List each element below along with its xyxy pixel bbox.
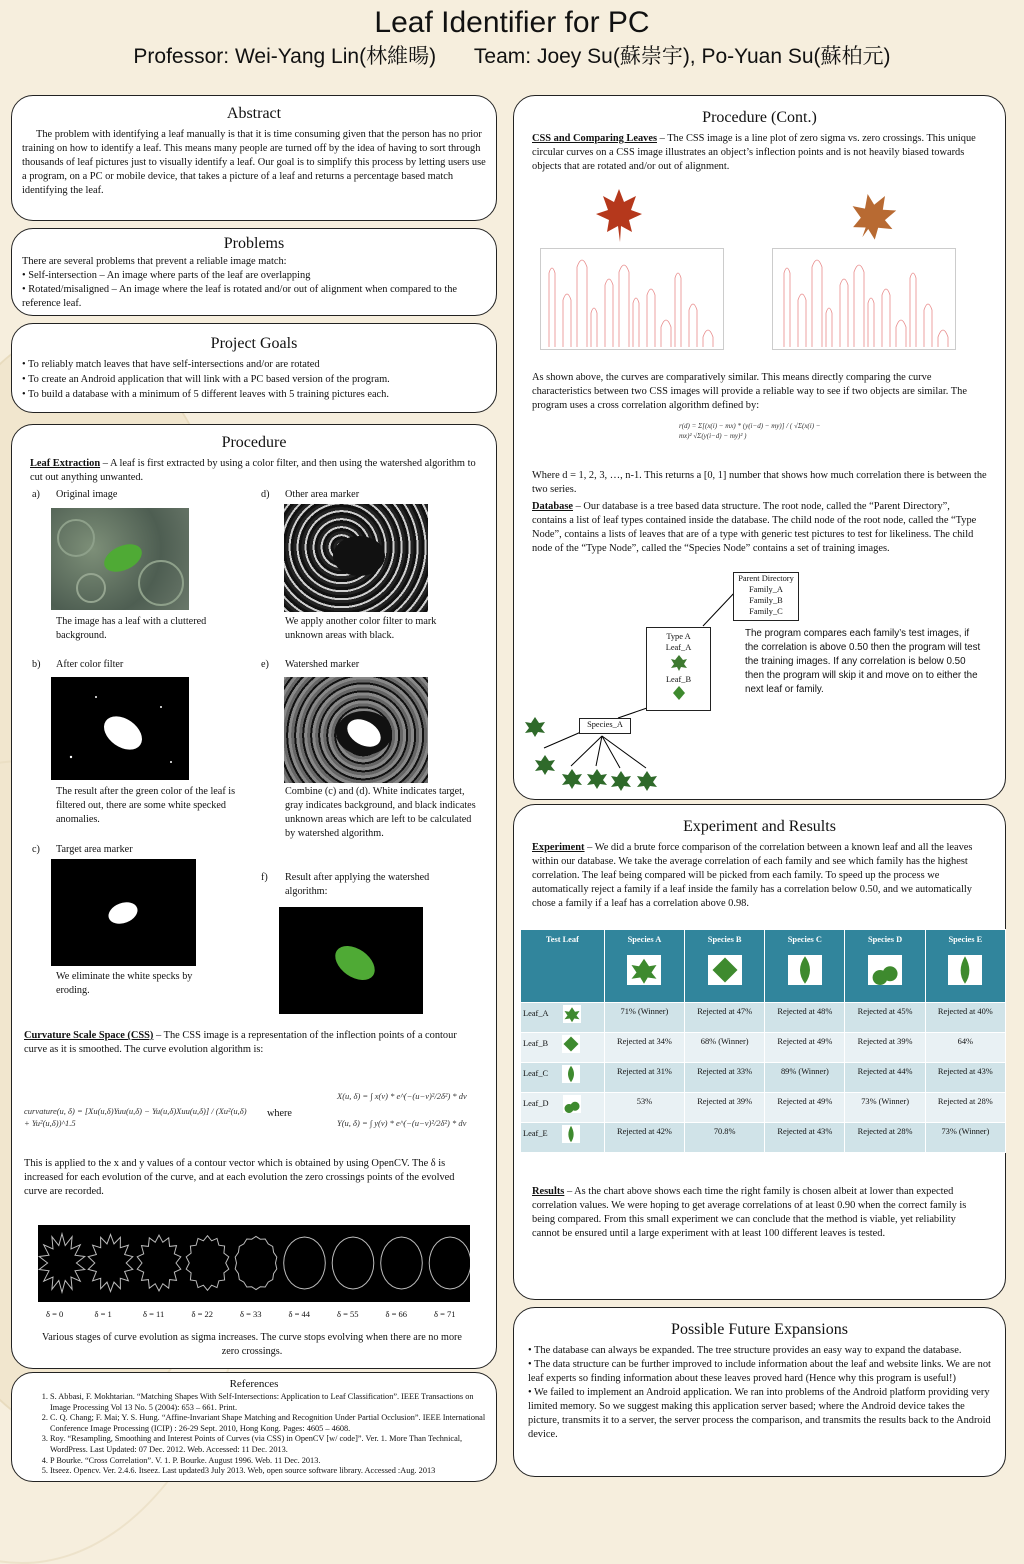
species-leaf-icon bbox=[586, 768, 608, 790]
evolved-contour bbox=[429, 1237, 470, 1289]
curvature-formula: curvature(u, δ) = [Xu(u,δ)Yuu(u,δ) − Yu(u,δ)Xuu(u,δ)] / (Xu²(u,δ) + Yu²(u,δ))^1.5 bbox=[24, 1106, 247, 1128]
result-cell: Rejected at 43% bbox=[765, 1123, 845, 1153]
test-leaf-icon bbox=[562, 1035, 580, 1053]
table-row bbox=[521, 1063, 1006, 1093]
sigma-label: δ = 0 bbox=[46, 1309, 64, 1319]
result-cell: Rejected at 39% bbox=[685, 1093, 765, 1123]
shown-above-text: As shown above, the curves are comparatively similar. This means directly comparing the curve characteristics between two CSS images will provide a reliable way to see if two objects are similar. The program uses a cross correlation algorithm defined by: bbox=[532, 372, 967, 411]
step-caption: We eliminate the white specks by eroding. bbox=[56, 971, 193, 996]
original-leaf-image bbox=[51, 508, 189, 610]
goals-section bbox=[11, 323, 497, 413]
column-header-species bbox=[604, 930, 684, 1003]
test-leaf-cell bbox=[521, 1003, 605, 1033]
test-leaf-icon bbox=[563, 1095, 581, 1113]
column-header-species bbox=[685, 930, 765, 1003]
results-text: Results – As the chart above shows each time the right family is chosen albeit at lower than expected correlation values. We were hoping to get average correlations of at least 0.90 when the correct family is being compared. From this small experiment we can conclude that the method is viable, yet reliability cannot be ensured until a large experiment with at least 100 different leaves is tested. bbox=[532, 1186, 967, 1239]
sigma-label: δ = 71 bbox=[434, 1309, 456, 1319]
test-leaf-cell bbox=[521, 1123, 605, 1153]
table-row bbox=[521, 1033, 1006, 1063]
result-cell: Rejected at 34% bbox=[604, 1033, 684, 1063]
color-filter-image bbox=[51, 677, 189, 780]
future-heading: Possible Future Expansions bbox=[671, 1321, 848, 1338]
result-cell: Rejected at 45% bbox=[845, 1003, 925, 1033]
experiment-heading: Experiment and Results bbox=[683, 818, 836, 835]
test-leaf-cell bbox=[521, 1063, 605, 1093]
sigma-label: δ = 11 bbox=[143, 1309, 165, 1319]
step-title: Target area marker bbox=[56, 844, 133, 855]
other-area-marker-image bbox=[284, 504, 428, 612]
sigma-label: δ = 66 bbox=[385, 1309, 408, 1319]
test-leaf-cell bbox=[521, 1093, 605, 1123]
result-cell: 70.8% bbox=[685, 1123, 765, 1153]
species-leaf-icon bbox=[636, 770, 658, 792]
sigma-label: δ = 44 bbox=[288, 1309, 311, 1319]
problems-heading: Problems bbox=[223, 235, 285, 252]
column-header-test-leaf bbox=[521, 930, 605, 1003]
experiment-section bbox=[513, 804, 1006, 1300]
table-row bbox=[521, 1093, 1006, 1123]
result-cell: Rejected at 33% bbox=[685, 1063, 765, 1093]
sigma-label: δ = 55 bbox=[337, 1309, 359, 1319]
reference-item: 4. P Bourke. “Cross Correlation”. V. 1. P. Bourke. August 1996. Web. 11 Dec. 2013. bbox=[50, 1456, 486, 1467]
x-formula: X(u, δ) = ∫ x(v) * e^(−(u−v)²/2δ²) * dv bbox=[337, 1091, 467, 1101]
column-header-species bbox=[845, 930, 925, 1003]
step-caption: We apply another color filter to mark unknown areas with black. bbox=[285, 616, 437, 641]
result-cell: 73% (Winner) bbox=[925, 1123, 1005, 1153]
step-letter: e) bbox=[261, 659, 269, 670]
where-text: where bbox=[267, 1108, 292, 1119]
tree-species-node: Species_A bbox=[579, 718, 631, 734]
poster-header bbox=[0, 4, 1024, 70]
professor-name: Professor: Wei-Yang Lin(林維暘) bbox=[133, 45, 437, 68]
species-leaf-icon bbox=[708, 955, 742, 985]
result-cell: 68% (Winner) bbox=[685, 1033, 765, 1063]
step-title: Other area marker bbox=[285, 489, 360, 500]
test-leaf-cell bbox=[521, 1033, 605, 1063]
result-cell: Rejected at 31% bbox=[604, 1063, 684, 1093]
css-comparing-label: CSS and Comparing Leaves bbox=[532, 133, 657, 144]
references-list bbox=[22, 1392, 486, 1477]
test-leaf-icon bbox=[562, 1125, 580, 1143]
column-header-species bbox=[765, 930, 845, 1003]
test-leaf-label: Leaf_E bbox=[523, 1128, 548, 1138]
future-item: • The data structure can be further improved to include information about the leaf and website links. We are not leaf experts so finding information about these leaves proved hard (Hence why this program is useful!) bbox=[528, 1359, 991, 1384]
abstract-section bbox=[11, 95, 497, 221]
reference-item: 2. C. Q. Chang; F. Mai; Y. S. Hung. “Affine-Invariant Shape Matching and Recognition Under Partial Occlusion”. IEEE International Conference Image Processing (ICIP) : 26-29 Sept. 2010, Hong Kong. Pages: 4605 – 4608. bbox=[50, 1413, 486, 1434]
reference-item: 1. S. Abbasi, F. Mokhtarian. “Matching Shapes With Self-Intersections: Application to Leaf Classification”. IEEE Transactions on Image Processing Vol 13 No. 5 (2004): 653 – 661. Print. bbox=[50, 1392, 486, 1413]
css-applied-text: This is applied to the x and y values of a contour vector which is obtained by using OpenCV. The δ is increased for each evolution of the curve, and at each evolution the zero crossings points of the evolved curve are recorded. bbox=[24, 1158, 455, 1197]
result-cell: Rejected at 39% bbox=[845, 1033, 925, 1063]
references-heading: References bbox=[229, 1378, 279, 1390]
test-leaf-icon bbox=[563, 1005, 581, 1023]
results-label: Results bbox=[532, 1186, 565, 1197]
future-item: • We failed to implement an Android application. We ran into problems of the Android platform providing very limited memory. So we suggest making this application server based; where the Android device takes the picture, transmits it to a server, the server process the comparison, and transmits the results back to the Android device. bbox=[528, 1387, 991, 1440]
step-caption: The image has a leaf with a cluttered background. bbox=[56, 616, 207, 641]
species-leaf-icon bbox=[610, 770, 632, 792]
species-sample-image bbox=[868, 955, 902, 985]
results-header-row bbox=[521, 930, 1006, 1003]
column-header-species bbox=[925, 930, 1005, 1003]
procedure-cont-section bbox=[513, 95, 1006, 800]
step-letter: f) bbox=[261, 872, 268, 883]
result-cell: Rejected at 48% bbox=[765, 1003, 845, 1033]
species-sample-image bbox=[948, 955, 982, 985]
abstract-text: The problem with identifying a leaf manually is that it is time consuming given that the person has no prior training on how to identify a leaf. This means many people are turned off by the idea of having to sort through thousands of leaf pictures just to visually identify a leaf. Our goal is to simplify this process by letting users use a program, on a PC or mobile device, that takes a picture of a leaf and returns a percentage based match identifying the leaf. bbox=[22, 129, 486, 196]
poster-title: Leaf Identifier for PC bbox=[374, 6, 650, 39]
test-leaf-label: Leaf_C bbox=[523, 1068, 549, 1078]
css-description: Curvature Scale Space (CSS) – The CSS image is a representation of the inflection points of a contour curve as it is smoothed. The curve evolution algorithm is: bbox=[24, 1030, 457, 1055]
result-cell: Rejected at 43% bbox=[925, 1063, 1005, 1093]
species-leaf-icon bbox=[561, 768, 583, 790]
step-title: Result after applying the watershed algorithm: bbox=[285, 872, 430, 897]
species-leaf-icon bbox=[788, 955, 822, 985]
sigma-label: δ = 22 bbox=[191, 1309, 214, 1319]
poster-authors bbox=[0, 44, 1024, 70]
evolved-contour bbox=[284, 1237, 326, 1289]
species-sample-image bbox=[788, 955, 822, 985]
step-title: Original image bbox=[56, 489, 118, 500]
sigma-label: δ = 1 bbox=[94, 1309, 112, 1319]
column-header-label: Species A bbox=[627, 935, 662, 944]
watershed-result-image bbox=[279, 907, 423, 1014]
where-d-text: Where d = 1, 2, 3, …, n-1. This returns a [0, 1] number that shows how much correlation there is between the two series. bbox=[532, 470, 987, 495]
css-label: Curvature Scale Space (CSS) bbox=[24, 1030, 154, 1041]
step-letter: d) bbox=[261, 489, 270, 500]
species-leaf-icon bbox=[868, 955, 902, 985]
procedure-heading: Procedure bbox=[221, 434, 287, 451]
database-text: Database – Our database is a tree based data structure. The root node, called the “Parent Directory”, contains a list of leaf types contained inside the database. The child node of the root node, called the “Type Node”, contains a lists of leaves that are of a type with generic test pictures to test for likeliness. The child node of the “Type Node”, called the “Species Node” contains a set of training images. bbox=[532, 501, 977, 554]
result-cell: 64% bbox=[925, 1033, 1005, 1063]
procedure-section bbox=[11, 424, 497, 1369]
result-cell: Rejected at 44% bbox=[845, 1063, 925, 1093]
reference-item: 5. Itseez. Opencv. Ver. 2.4.6. Itseez. Last updated3 July 2013. Web, open source software library. Accessed :Aug. 2013 bbox=[50, 1466, 486, 1477]
tree-parent-node: Parent Directory Family_A Family_B Family_C bbox=[733, 572, 799, 621]
step-caption: The result after the green color of the leaf is filtered out, there are some white specked anomalies. bbox=[56, 786, 236, 825]
evolution-caption: Various stages of curve evolution as sigma increases. The curve stops evolving when there are no more zero crossings. bbox=[42, 1332, 462, 1357]
result-cell: 89% (Winner) bbox=[765, 1063, 845, 1093]
result-cell: Rejected at 47% bbox=[685, 1003, 765, 1033]
result-cell: Rejected at 49% bbox=[765, 1033, 845, 1063]
goals-item: • To build a database with a minimum of 5 different leaves with 5 training pictures each. bbox=[22, 389, 389, 400]
species-leaf-icon bbox=[627, 955, 661, 985]
evolved-contour bbox=[186, 1236, 229, 1291]
step-letter: a) bbox=[32, 489, 40, 500]
evolved-contour bbox=[381, 1237, 423, 1289]
step-title: Watershed marker bbox=[285, 659, 360, 670]
problems-item: • Self-intersection – An image where parts of the leaf are overlapping bbox=[22, 270, 311, 281]
tree-note: The program compares each family’s test images, if the correlation is above 0.50 then the program will test the training images. If any correlation is below 0.50 then the program will skip it and move on to either the next leaf or family. bbox=[745, 628, 981, 695]
leaf-extraction-text: Leaf Extraction – A leaf is first extracted by using a color filter, and then using the watershed algorithm to cut out anything unwanted. bbox=[30, 458, 476, 483]
problems-intro: There are several problems that prevent a reliable image match: bbox=[22, 256, 287, 267]
database-label: Database bbox=[532, 501, 573, 512]
species-leaf-icon bbox=[524, 716, 546, 738]
column-header-label: Species B bbox=[707, 935, 742, 944]
y-formula: Y(u, δ) = ∫ y(v) * e^(−(u−v)²/2δ²) * dv bbox=[337, 1118, 467, 1128]
result-cell: Rejected at 49% bbox=[765, 1093, 845, 1123]
leaf-a-icon bbox=[669, 653, 689, 671]
species-leaf-icon bbox=[948, 955, 982, 985]
table-row bbox=[521, 1003, 1006, 1033]
result-cell: Rejected at 40% bbox=[925, 1003, 1005, 1033]
result-cell: Rejected at 28% bbox=[925, 1093, 1005, 1123]
column-header-label: Test Leaf bbox=[545, 935, 579, 944]
team-names: Team: Joey Su(蘇崇宇), Po-Yuan Su(蘇柏元) bbox=[473, 45, 891, 68]
evolved-contour bbox=[137, 1235, 181, 1291]
goals-heading: Project Goals bbox=[210, 335, 298, 352]
evolved-contour bbox=[39, 1234, 85, 1292]
species-sample-image bbox=[708, 955, 742, 985]
references-section bbox=[11, 1372, 497, 1482]
future-section bbox=[513, 1307, 1006, 1477]
experiment-label: Experiment bbox=[532, 842, 585, 853]
future-item: • The database can always be expanded. The tree structure provides an easy way to expand the database. bbox=[528, 1345, 962, 1356]
test-leaf-label: Leaf_D bbox=[523, 1098, 549, 1108]
step-caption: Combine (c) and (d). White indicates target, gray indicates background, and black indicates unknown areas which are left to be calculated by watershed algorithm. bbox=[285, 786, 476, 839]
column-header-label: Species D bbox=[867, 935, 903, 944]
result-cell: Rejected at 42% bbox=[604, 1123, 684, 1153]
abstract-heading: Abstract bbox=[226, 105, 282, 122]
column-header-label: Species C bbox=[787, 935, 822, 944]
cross-correlation-formula: r(d) = Σ[(x(i) − mx) * (y(i−d) − my)] / ( √Σ(x(i) − mx)² √Σ(y(i−d) − my)² ) bbox=[679, 422, 821, 440]
table-row bbox=[521, 1123, 1006, 1153]
reference-item: 3. Roy. “Resampling, Smoothing and Interest Points of Curves (via CSS) in OpenCV [w/ code]”. Ver. 1. More Than Technical, WordPress. Last Updated: 07 Dec. 2012. Web. Accessed: 11 Dec. 2013. bbox=[50, 1434, 486, 1455]
species-sample-image bbox=[627, 955, 661, 985]
step-title: After color filter bbox=[56, 659, 124, 670]
leaf-extraction-label: Leaf Extraction bbox=[30, 458, 101, 469]
procedure-cont-heading: Procedure (Cont.) bbox=[702, 109, 817, 126]
leaf-b-icon bbox=[672, 685, 686, 701]
evolved-contour bbox=[88, 1234, 133, 1291]
species-leaf-icon bbox=[534, 754, 556, 776]
result-cell: 53% bbox=[604, 1093, 684, 1123]
problems-item: • Rotated/misaligned – An image where the leaf is rotated and/or out of alignment when compared to the reference leaf. bbox=[22, 284, 458, 309]
result-cell: 73% (Winner) bbox=[845, 1093, 925, 1123]
test-leaf-label: Leaf_B bbox=[523, 1038, 549, 1048]
result-cell: 71% (Winner) bbox=[604, 1003, 684, 1033]
experiment-text: Experiment – We did a brute force comparison of the correlation between a known leaf and all the leaves within our database. We take the average correlation of each family and see which family has the highest correlation. The leaf being compared will be picked from each family. To speed up the process we automatically reject a family if a leaf inside the family has a correlation below 0.50, and we automatically chose a family if a leaf has a correlation above 0.98. bbox=[532, 842, 973, 909]
target-marker-image bbox=[51, 859, 196, 966]
tree-type-node: Type A Leaf_A Leaf_B bbox=[646, 627, 711, 711]
goals-item: • To create an Android application that will link with a PC based version of the program. bbox=[22, 374, 390, 385]
test-leaf-icon bbox=[562, 1065, 580, 1083]
evolved-contour bbox=[332, 1237, 374, 1289]
sigma-label: δ = 33 bbox=[240, 1309, 262, 1319]
css-comparing-text: CSS and Comparing Leaves – The CSS image is a line plot of zero sigma vs. zero crossings. This unique circular curves on a CSS image illustrates an object’s inflection points and is not heavily biased towards objects that are rotated and/or out of alignment. bbox=[532, 133, 976, 172]
evolved-contour bbox=[235, 1236, 277, 1289]
step-letter: b) bbox=[32, 659, 41, 670]
test-leaf-label: Leaf_A bbox=[523, 1008, 549, 1018]
step-letter: c) bbox=[32, 844, 40, 855]
goals-item: • To reliably match leaves that have self-intersections and/or are rotated bbox=[22, 359, 320, 370]
problems-section bbox=[11, 228, 497, 316]
curve-evolution-image bbox=[38, 1225, 470, 1302]
result-cell: Rejected at 28% bbox=[845, 1123, 925, 1153]
results-table bbox=[520, 929, 1006, 1153]
column-header-label: Species E bbox=[948, 935, 983, 944]
watershed-marker-image bbox=[284, 677, 428, 783]
